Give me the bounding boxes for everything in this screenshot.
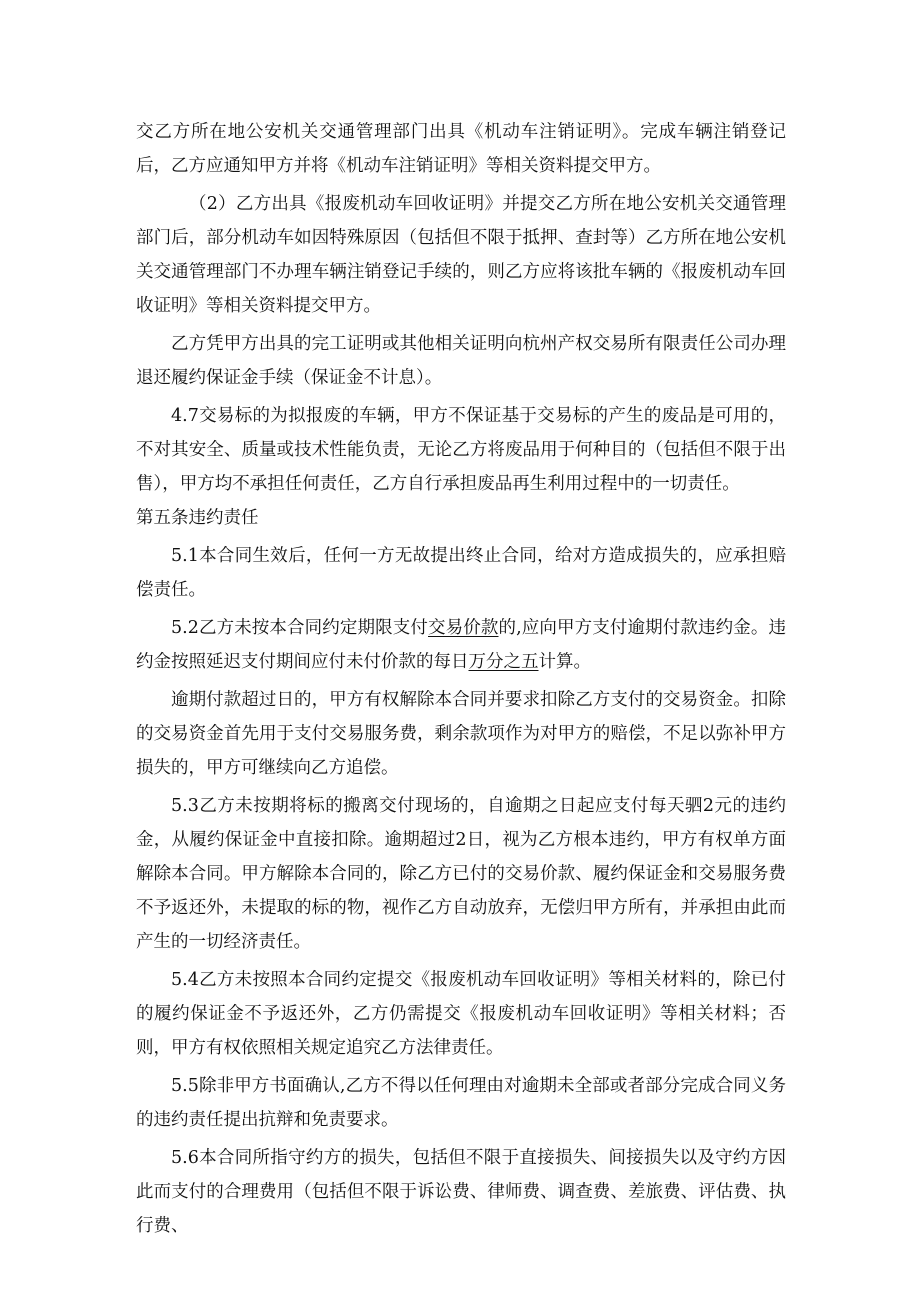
paragraph-clause-5-2 <box>136 611 786 679</box>
paragraph-clause-4-7: 4.7交易标的为拟报废的车辆，甲方不保证基于交易标的产生的废品是可用的，不对其安全、质量或技术性能负责，无论乙方将废品用于何种目的（包括但不限于出售），甲方均不承担任何责任，乙方自行承担废品再生利用过程中的一切责任。 <box>136 406 786 494</box>
paragraph-clause-5-4: 5.4乙方未按照本合同约定提交《报废机动车回收证明》等相关材料的，除已付的履约保证金不予返还外，乙方仍需提交《报废机动车回收证明》等相关材料；否则，甲方有权依照相关规定追究乙方法律责任。 <box>136 970 786 1058</box>
clause-5-2-text-a: 5.2乙方未按本合同约定期限支付 <box>171 618 429 638</box>
paragraph-clause-5-3: 5.3乙方未按期将标的搬离交付现场的，自逾期之日起应支付每天驷2元的违约金，从履约保证金中直接扣除。逾期超过2日，视为乙方根本违约，甲方有权单方面解除本合同。甲方解除本合同的，除乙方已付的交易价款、履约保证金和交易服务费不予返还外，未提取的标的物，视作乙方自动放弃，无偿归甲方所有，并承担由此而产生的一切经济责任。 <box>136 796 786 952</box>
paragraph-overdue-payment: 逾期付款超过日的，甲方有权解除本合同并要求扣除乙方支付的交易资金。扣除的交易资金首先用于支付交易服务费，剩余款项作为对甲方的赔偿，不足以弥补甲方损失的，甲方可继续向乙方追偿。 <box>136 690 786 778</box>
section-heading-article-5: 第五条违约责任 <box>136 508 259 528</box>
underlined-transaction-price: 交易价款 <box>428 618 499 638</box>
paragraph-cancellation-proof: 交乙方所在地公安机关交通管理部门出具《机动车注销证明》。完成车辆注销登记后，乙方应通知甲方并将《机动车注销证明》等相关资料提交甲方。 <box>136 122 786 176</box>
paragraph-deposit-refund: 乙方凭甲方出具的完工证明或其他相关证明向杭州产权交易所有限责任公司办理退还履约保证金手续（保证金不计息）。 <box>136 334 786 388</box>
clause-5-2-text-c: 计算。 <box>538 652 591 672</box>
paragraph-clause-5-5: 5.5除非甲方书面确认,乙方不得以任何理由对逾期未全部或者部分完成合同义务的违约责任提出抗辩和免责要求。 <box>136 1076 786 1130</box>
paragraph-clause-5-1: 5.1本合同生效后，任何一方无故提出终止合同，给对方造成损失的，应承担赔偿责任。 <box>136 546 786 600</box>
clause-5-2-text-b: 的,应向甲方支付逾期付款违约金。违约金按照延迟支付期间应付未付价款的每日 <box>136 618 786 672</box>
underlined-penalty-rate: 万分之五 <box>468 652 539 672</box>
document-body <box>136 115 786 1243</box>
paragraph-clause-5-6: 5.6本合同所指守约方的损失，包括但不限于直接损失、间接损失以及守约方因此而支付的合理费用（包括但不限于诉讼费、律师费、调查费、差旅费、评估费、执行费、 <box>136 1148 786 1236</box>
paragraph-item-2: （2）乙方出具《报废机动车回收证明》并提交乙方所在地公安机关交通管理部门后，部分机动车如因特殊原因（包括但不限于抵押、查封等）乙方所在地公安机关交通管理部门不办理车辆注销登记手续的，则乙方应将该批车辆的《报废机动车回收证明》等相关资料提交甲方。 <box>136 194 786 316</box>
